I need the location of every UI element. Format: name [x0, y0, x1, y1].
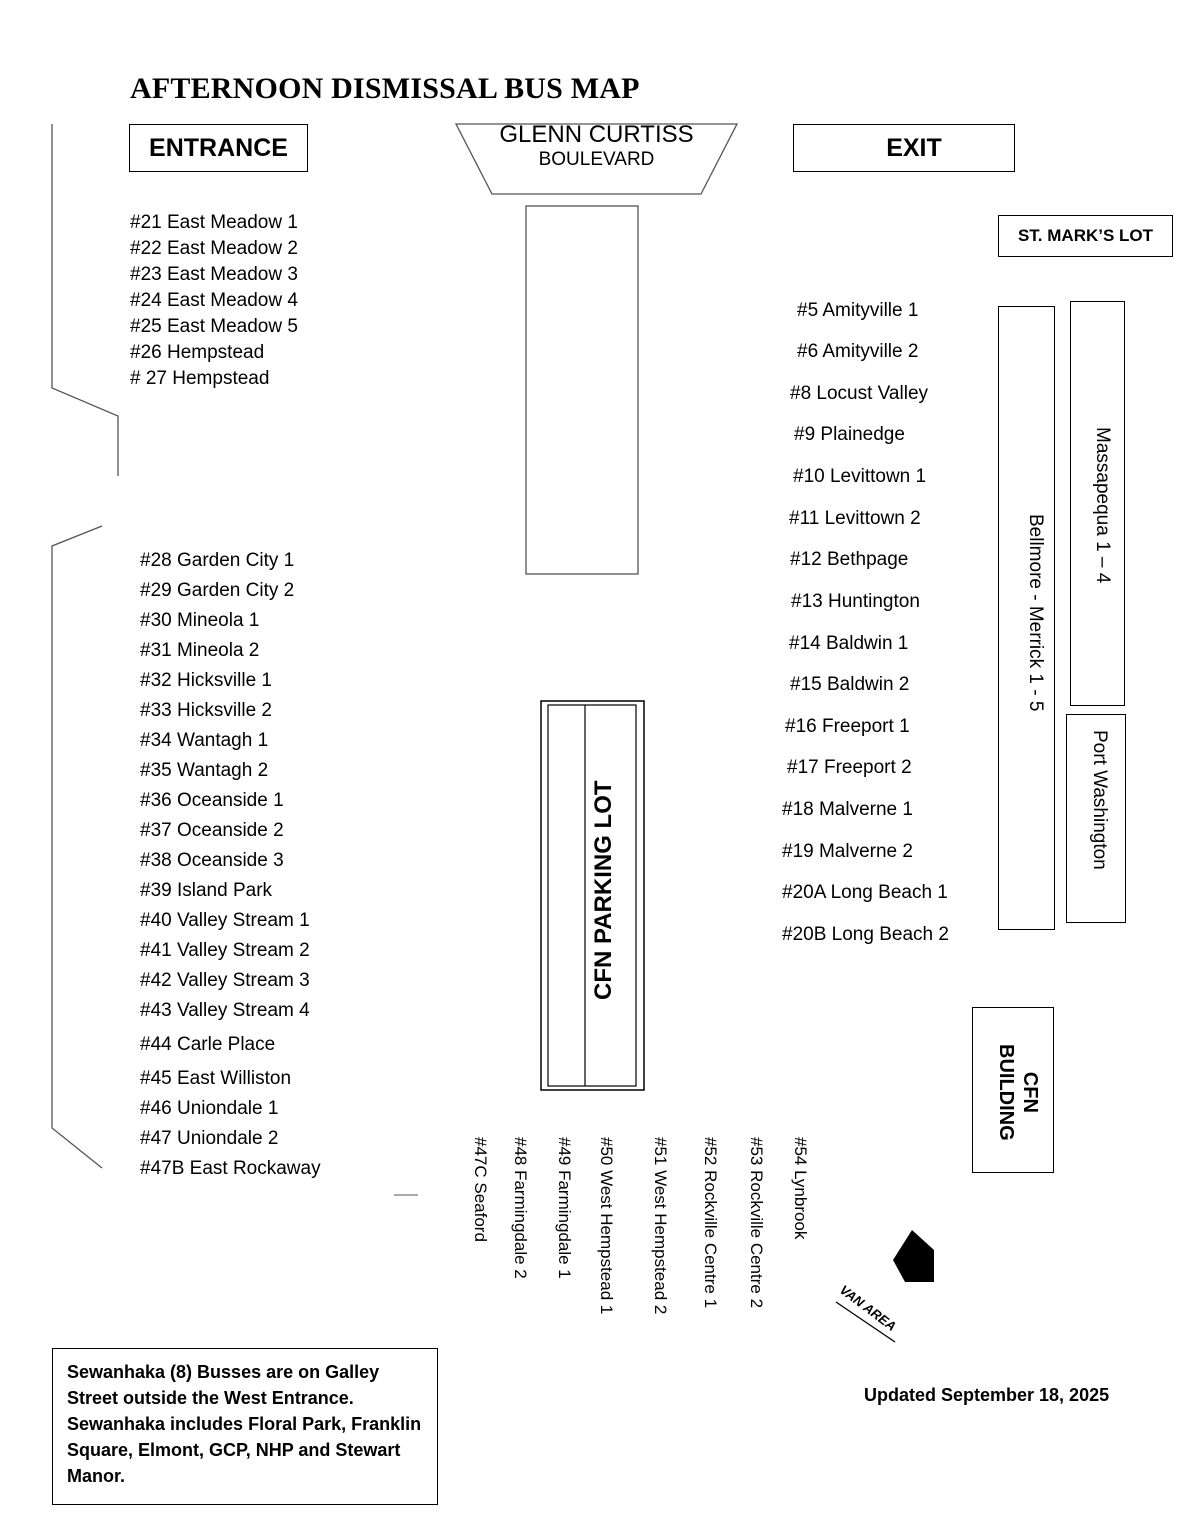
sewanhaka-note: Sewanhaka (8) Busses are on Galley Street outside the West Entrance. Sewanhaka includes Floral Park, Franklin Square, Elmont, GCP, NHP and Stewart Manor.	[52, 1348, 438, 1505]
route-item: #19 Malverne 2	[782, 841, 913, 862]
route-item: #31 Mineola 2	[140, 640, 260, 661]
port-washington-label: Port Washington	[1089, 730, 1110, 870]
route-item: #17 Freeport 2	[787, 757, 912, 778]
route-item: #39 Island Park	[140, 880, 273, 901]
entrance-box: ENTRANCE	[129, 124, 308, 172]
route-item: #24 East Meadow 4	[130, 290, 298, 311]
route-item: #35 Wantagh 2	[140, 760, 269, 781]
route-item: #34 Wantagh 1	[140, 730, 269, 751]
route-item: #41 Valley Stream 2	[140, 940, 310, 961]
route-item: #23 East Meadow 3	[130, 264, 298, 285]
route-item: #47B East Rockaway	[140, 1158, 321, 1179]
route-item: #10 Levittown 1	[793, 466, 927, 487]
route-item: #26 Hempstead	[130, 342, 265, 363]
bellmore-merrick-label: Bellmore - Merrick 1 - 5	[1025, 514, 1046, 712]
exit-box: EXIT	[793, 124, 1015, 172]
bottom-route-item: #50 West Hempstead 1	[597, 1137, 616, 1315]
route-item: # 27 Hempstead	[130, 368, 270, 389]
route-item: #13 Huntington	[791, 591, 920, 612]
route-item: #30 Mineola 1	[140, 610, 260, 631]
boulevard-label: GLENN CURTISS BOULEVARD	[499, 121, 694, 170]
bottom-route-item: #47C Seaford	[471, 1137, 490, 1242]
route-item: #5 Amityville 1	[797, 300, 919, 321]
route-item: #28 Garden City 1	[140, 550, 295, 571]
st-marks-lot-box: ST. MARK’S LOT	[998, 215, 1173, 257]
route-item: #42 Valley Stream 3	[140, 970, 310, 991]
bottom-route-item: #49 Farmingdale 1	[555, 1137, 574, 1279]
route-item: #46 Uniondale 1	[140, 1098, 279, 1119]
route-item: #16 Freeport 1	[785, 716, 910, 737]
route-item: #9 Plainedge	[794, 424, 905, 445]
updated-date: Updated September 18, 2025	[864, 1385, 1110, 1405]
route-item: #29 Garden City 2	[140, 580, 295, 601]
route-item: #36 Oceanside 1	[140, 790, 284, 811]
route-item: #32 Hicksville 1	[140, 670, 272, 691]
bottom-route-item: #52 Rockville Centre 1	[701, 1137, 720, 1309]
cfn-building-label: CFN BUILDING	[995, 1044, 1041, 1141]
bottom-route-item: #54 Lynbrook	[791, 1137, 810, 1240]
route-item: #44 Carle Place	[140, 1034, 276, 1055]
route-item: #8 Locust Valley	[790, 383, 929, 404]
route-item: #20B Long Beach 2	[782, 924, 949, 945]
route-item: #37 Oceanside 2	[140, 820, 284, 841]
bottom-route-item: #51 West Hempstead 2	[651, 1137, 670, 1315]
route-item: #25 East Meadow 5	[130, 316, 298, 337]
route-item: #45 East Williston	[140, 1068, 292, 1089]
van-area-label: VAN AREA	[836, 1282, 900, 1334]
page-title: AFTERNOON DISMISSAL BUS MAP	[130, 72, 640, 105]
route-item: #40 Valley Stream 1	[140, 910, 310, 931]
median-rect	[526, 206, 638, 574]
route-item: #15 Baldwin 2	[790, 674, 910, 695]
van-marker-icon	[893, 1230, 934, 1282]
cfn-parking-lot-label: CFN PARKING LOT	[590, 780, 617, 1000]
route-item: #47 Uniondale 2	[140, 1128, 279, 1149]
bottom-route-item: #53 Rockville Centre 2	[747, 1137, 766, 1309]
route-item: #43 Valley Stream 4	[140, 1000, 310, 1021]
route-item: #6 Amityville 2	[797, 341, 919, 362]
route-item: #21 East Meadow 1	[130, 212, 298, 233]
route-item: #11 Levittown 2	[789, 508, 921, 529]
route-item: #22 East Meadow 2	[130, 238, 298, 259]
bottom-route-item: #48 Farmingdale 2	[511, 1137, 530, 1279]
route-item: #12 Bethpage	[790, 549, 909, 570]
route-item: #18 Malverne 1	[782, 799, 913, 820]
route-item: #20A Long Beach 1	[782, 882, 948, 903]
route-item: #33 Hicksville 2	[140, 700, 272, 721]
massapequa-label: Massapequa 1 – 4	[1092, 427, 1113, 584]
route-item: #38 Oceanside 3	[140, 850, 284, 871]
route-item: #14 Baldwin 1	[789, 633, 909, 654]
